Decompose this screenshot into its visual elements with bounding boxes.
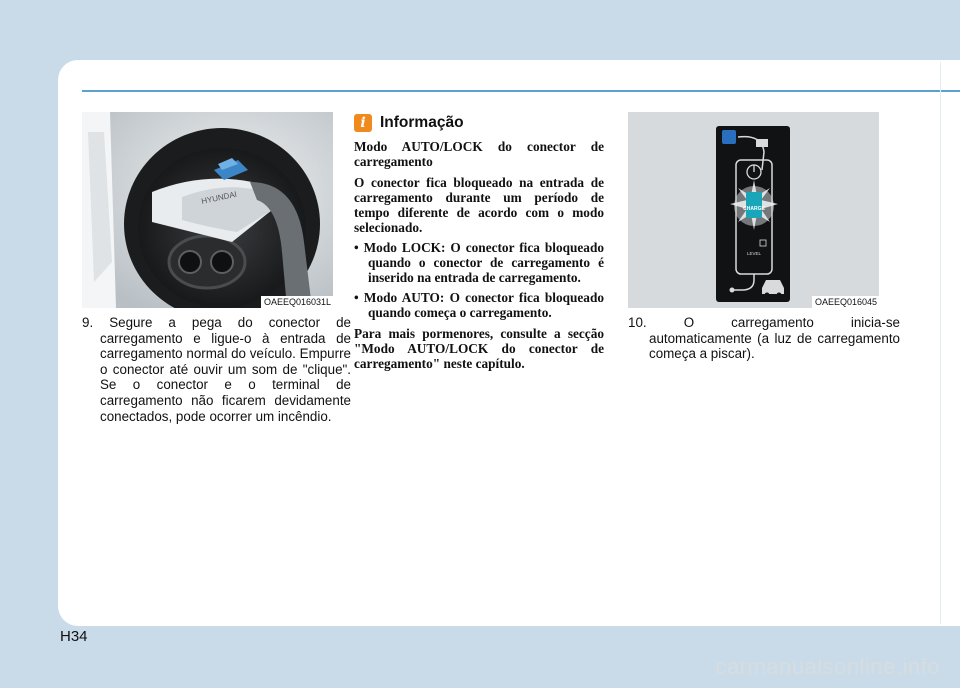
plug-icon	[722, 130, 736, 144]
info-subtitle: Modo AUTO/LOCK do conector de carregamento	[354, 139, 604, 169]
charge-indicator-illustration	[628, 112, 879, 308]
charging-port-photo	[82, 112, 333, 308]
charge-label: CHARGE	[743, 206, 765, 212]
charge-indicator-photo	[628, 112, 879, 308]
connector-icon	[756, 139, 768, 147]
info-icon: i	[354, 114, 372, 132]
info-paragraph: O conector fica bloqueado na entrada de carregamento durante um período de tempo diferente de acordo com o modo selecionado.	[354, 174, 604, 235]
connector-brand-mark: HYUNDAI	[200, 189, 238, 206]
header-rule	[82, 90, 960, 92]
info-reference: Para mais pormenores, consulte a secção "Modo AUTO/LOCK do conector de carregamento" neste capítulo.	[354, 325, 604, 371]
info-bullet-auto: • Modo AUTO: O conector fica bloqueado quando começa o carregamento.	[354, 290, 604, 321]
info-body	[354, 140, 604, 378]
step-9-text: 9. Segure a pega do conector de carregamento e ligue-o à entrada de carregamento normal do veículo. Empurre o conector até ouvir um som de "clique". Se o conector e o terminal de carregamento não ficarem devidamente conectados, pode ocorrer um incêndio.	[82, 315, 351, 424]
step-10-text: 10. O carregamento inicia-se automaticamente (a luz de carregamento começa a piscar).	[628, 315, 900, 362]
charging-port-illustration	[82, 112, 333, 308]
watermark: carmanualsonline.info	[715, 654, 940, 679]
margin-line	[940, 62, 941, 624]
car-icon	[762, 280, 784, 294]
image-caption-right: OAEEQ016045	[812, 296, 879, 308]
info-bullet-lock: • Modo LOCK: O conector fica bloqueado quando o conector de carregamento é inserido na entrada de carregamento.	[354, 240, 604, 286]
battery-icon	[746, 192, 762, 218]
image-caption-left: OAEEQ016031L	[261, 296, 333, 308]
info-bullet-list	[354, 241, 604, 321]
level-label: LEVEL	[746, 251, 762, 256]
page-number: H34	[60, 628, 88, 645]
info-header	[354, 114, 464, 132]
info-title: Informação	[380, 114, 464, 131]
